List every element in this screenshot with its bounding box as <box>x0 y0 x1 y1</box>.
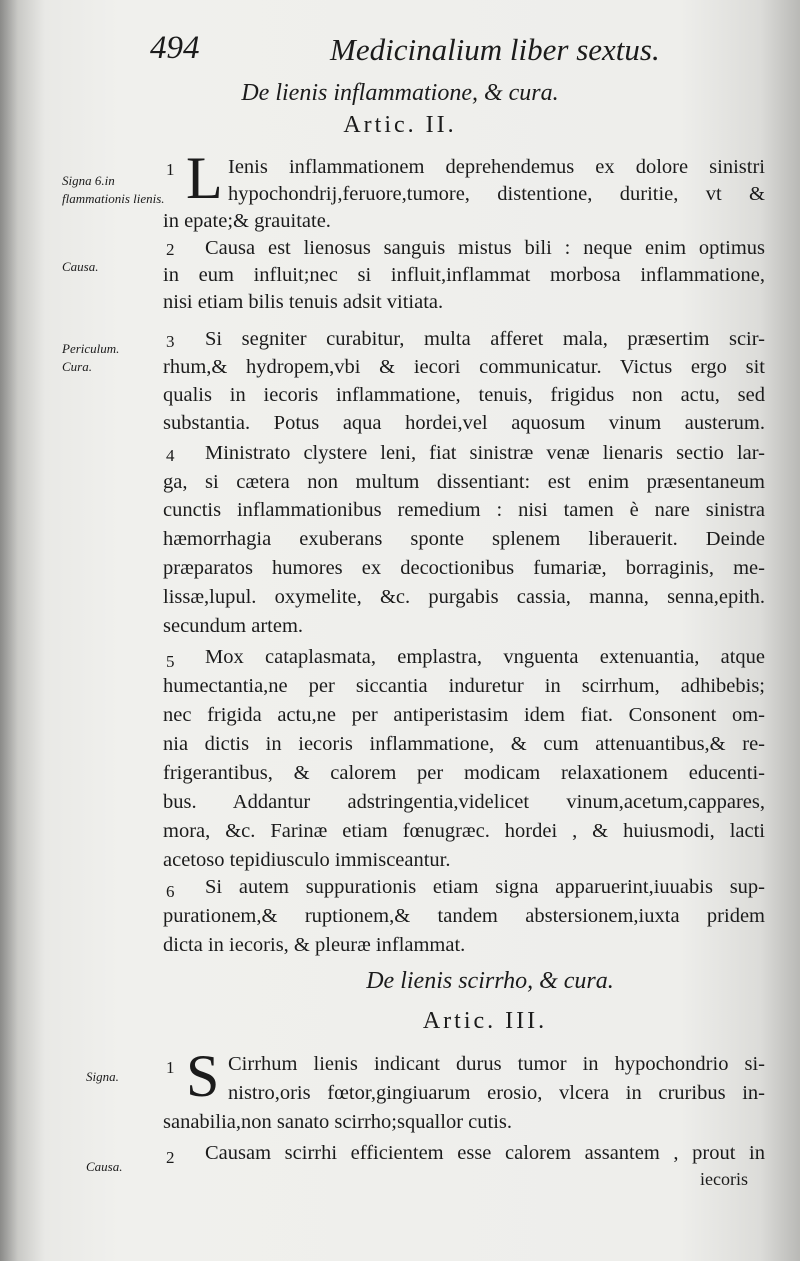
text-line: Ministrato clystere leni, fiat sinistræ venæ lienaris sectio lar- <box>205 442 765 464</box>
text-line: substantia. Potus aqua hordei,vel aquosum vinum austerum. <box>163 412 765 434</box>
paragraph-number: 5 <box>166 652 175 671</box>
text-line: Mox cataplasmata, emplastra, vnguenta extenuantia, atque <box>205 646 765 668</box>
paragraph-number: 1 <box>166 160 175 179</box>
text-line: dicta in iecoris, & pleuræ inflammat. <box>163 934 466 956</box>
margin-note-causa: Causa. <box>62 259 99 274</box>
text-line: purationem,& ruptionem,& tandem abstersionem,iuxta pridem <box>163 905 765 927</box>
text-line: nistro,oris fœtor,gingiuarum erosio, vlcera in cruribus in- <box>228 1082 765 1104</box>
text-line: frigerantibus, & calorem per modicam relaxationem educenti- <box>163 762 765 784</box>
text-line: secundum artem. <box>163 615 304 637</box>
text-line: rhum,& hydropem,vbi & iecori communicatur. Victus ergo sit <box>163 356 765 378</box>
text-line: in eum influit;nec si influit,inflammat morbosa inflammatione, <box>163 264 765 286</box>
text-line: humectantia,ne per siccantia induretur in scirrhum, adhibebis; <box>163 675 765 697</box>
text-line: Si segniter curabitur, multa afferet mala, præsertim scir- <box>205 328 765 350</box>
margin-note-signa: Signa 6.in flammationis lienis. <box>62 173 165 206</box>
paragraph-number: 6 <box>166 882 175 901</box>
text-line: Si autem suppurationis etiam signa apparuerint,iuuabis sup- <box>205 876 765 898</box>
text-line: præparatos humores ex decoctionibus fumariæ, borraginis, me- <box>163 557 765 579</box>
text-line: nisi etiam bilis tenuis adsit vitiata. <box>163 291 444 313</box>
text-line: sanabilia,non sanato scirrho;squallor cutis. <box>163 1111 512 1133</box>
text-line: hypochondrij,feruore,tumore, distentione, duritie, vt & <box>228 183 765 205</box>
text-line: Causa est lienosus sanguis mistus bili : neque enim optimus <box>205 237 765 259</box>
text-line: lissæ,lupul. oxymelite, &c. purgabis cassia, manna, senna,epith. <box>163 586 765 608</box>
paragraph-number: 4 <box>166 446 175 465</box>
margin-note-cura: Cura. <box>62 359 92 374</box>
text-line: cunctis inflammationibus remedium : nisi tamen è nare sinistra <box>163 499 765 521</box>
paragraph-number: 3 <box>166 332 175 351</box>
margin-note-causa: Causa. <box>86 1159 123 1174</box>
text-line: ga, si cætera non multum dissentiant: est enim præsentaneum <box>163 471 765 493</box>
section-title-spleen-inflammation: De lienis inflammatione, & cura. <box>241 80 559 106</box>
article-heading-3: Artic. III. <box>422 1008 548 1034</box>
text-line: mora, &c. Farinæ etiam fœnugræc. hordei , & huiusmodi, lacti <box>163 820 765 842</box>
catchword: iecoris <box>700 1169 748 1189</box>
text-line: nec frigida actu,ne per antiperistasim idem fiat. Consonent om- <box>163 704 765 726</box>
paragraph-number: 2 <box>166 1148 175 1167</box>
margin-note-signa: Signa. <box>86 1069 119 1084</box>
drop-cap: L <box>186 145 223 211</box>
running-title: Medicinalium liber sextus. <box>330 32 660 67</box>
article-heading-2: Artic. II. <box>343 112 457 138</box>
text-line: acetoso tepidiusculo immisceantur. <box>163 849 451 871</box>
text-line: Ienis inflammationem deprehendemus ex dolore sinistri <box>228 156 765 178</box>
margin-note-periculum: Periculum. <box>62 341 120 356</box>
text-line: bus. Addantur adstringentia,videlicet vinum,acetum,cappares, <box>163 791 765 813</box>
text-line: Cirrhum lienis indicant durus tumor in hypochondrio si- <box>228 1053 765 1075</box>
text-line: in epate;& grauitate. <box>163 210 331 232</box>
paragraph-number: 1 <box>166 1058 175 1077</box>
drop-cap: S <box>186 1043 220 1109</box>
text-line: hæmorrhagia exuberans sponte splenem liberauerit. Deinde <box>163 528 765 550</box>
text-line: Causam scirrhi efficientem esse calorem assantem , prout in <box>205 1142 765 1164</box>
paragraph-number: 2 <box>166 240 175 259</box>
text-line: nia dictis in iecoris inflammatione, & cum attenuantibus,& re- <box>163 733 765 755</box>
section-title-spleen-scirrhus: De lienis scirrho, & cura. <box>366 968 614 994</box>
text-line: qualis in iecoris inflammatione, tenuis, frigidus non actu, sed <box>163 384 765 406</box>
page-number: 494 <box>150 30 200 66</box>
page-header <box>150 30 670 70</box>
